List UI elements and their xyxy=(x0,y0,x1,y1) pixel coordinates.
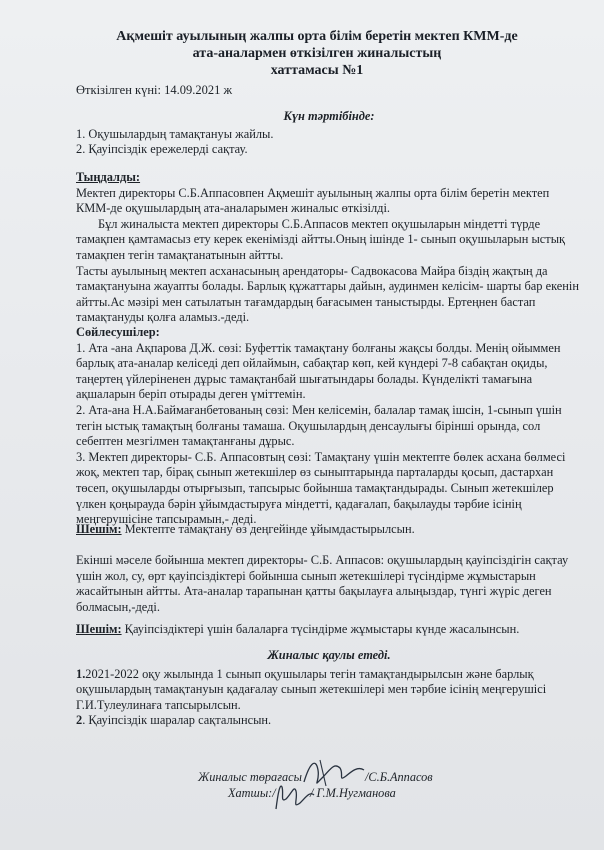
resolution-heading: Жиналыс қаулы етеді. xyxy=(267,648,391,662)
second-issue-text: Екінші мәселе бойынша мектеп директоры- С.Б. Аппасов: оқушылардың қауіпсіздігін сақтау үшін жол, су, өрт қауіпсіздіктері бойынша сынып жетекшілері түсіндірме жұмыстарын жасайтынын айтты. Ата-аналар тарапынан қатты бақылауға алыңыздар, түнгі жүріс деген болмасын,-деді. xyxy=(76,553,569,614)
resolution-item: 1.2021-2022 оқу жылында 1 сынып оқушылары тегін тамақтандырылсын және барлық оқушылардың тамақтануын қадағалау сынып жетекшілері мен тәрбие ісінің меңгерушісі Г.И.Тулеулинаға тапсырылсын. xyxy=(76,666,547,712)
second-issue xyxy=(76,553,582,615)
listened-heading: Тыңдалды: xyxy=(76,170,141,184)
speaker-paragraph: 3. Мектеп директоры- С.Б. Аппасовтың сөзі: Тамақтану үшін мектепте бөлек асхана бөлмесі жоқ, мектеп тар, бірақ сынып жетекшілер өз сыныптарында парталарды қосып, дастархан төсеп, оқушыларды отырғызып, тапсырыс бойынша тамақтандырады. Сынып жетекшілер үлкен қоңырауда бәрін ұйымдастыруға міндетті, қадағалап, бақылауды тәрбие ісінің меңгерушісіне тапсырамын,- деді. xyxy=(76,449,566,527)
decision-text: Мектепте тамақтану өз деңгейінде ұйымдастырылсын. xyxy=(121,522,415,536)
listened-paragraph: Тасты ауылының мектеп асханасының арендаторы- Садвокасова Майра біздің жақтың да тамақтануына жауапты болады. Барлық құжаттары дайын, аудинмен келісім- шарты бар екенін айтты.Ас мәзірі мен сатылатын тағамдардың бағасымен таныстырды. Ертеңнен бастап тамақтануды қолға аламыз.-деді. xyxy=(76,263,579,325)
decision-label: Шешім: xyxy=(76,622,122,636)
title-line-3: хаттамасы №1 xyxy=(270,63,364,78)
agenda-heading: Күн тәртібінде: xyxy=(283,109,375,123)
chair-label: Жиналыс төрағасы xyxy=(198,770,302,784)
agenda-item: 2. Қауіпсіздік ережелерді сақтау. xyxy=(76,142,248,157)
listened-paragraph: Мектеп директоры С.Б.Аппасовпен Ақмешіт ауылының жалпы орта білім беретін мектеп КММ-де оқушылардың ата-аналарымен жиналыс өткізілді. xyxy=(76,185,550,216)
agenda-section xyxy=(76,109,582,158)
speaker-paragraph: 2. Ата-ана Н.А.Баймағанбетованың сөзі: Мен келісемін, балалар тамақ ішсін, 1-сынып үшін тегін ыстық тамақтың болғаны тамаша. Оқушылардың денсаулығы бірінші орында, сол себептен мезгілмен тамақтанғаны дұрыс. xyxy=(76,402,562,449)
agenda-item: 1. Оқушылардың тамақтануы жайлы. xyxy=(76,126,274,141)
secretary-name: / Г.М.Нугманова xyxy=(310,786,396,800)
chair-name: /С.Б.Аппасов xyxy=(365,770,433,784)
resolution-section xyxy=(76,648,582,729)
decision-label: Шешім: xyxy=(76,522,122,536)
title-line-2: ата-аналармен өткізілген жиналыстың xyxy=(192,46,442,61)
decision-2 xyxy=(76,622,582,638)
speakers-heading: Сөйлесушілер: xyxy=(76,325,160,339)
secretary-label: Хатшы:/ xyxy=(228,786,276,800)
listened-section xyxy=(76,170,582,326)
decision-1 xyxy=(76,522,582,538)
meeting-date: Өткізілген күні: 14.09.2021 ж xyxy=(76,83,233,97)
title-line-1: Ақмешіт ауылының жалпы орта білім беретін мектеп КММ-де xyxy=(116,29,518,44)
speaker-paragraph: 1. Ата -ана Ақпарова Д.Ж. сөзі: Буфеттік тамақтану болғаны жақсы болды. Менің ойыммен барлық ата-аналар келіседі деп ойлаймын, сабақтар көп, кей күндері 7-8 сабақтан оқиды, таңертең үйлеріненен дұрыс тамақтанбай шығатындары болады. Күнделікті тамағына ақшаларын беріп отырады деген үміттемін. xyxy=(76,340,561,402)
document-title xyxy=(40,28,594,79)
decision-text: Қауіпсіздіктері үшін балаларға түсіндірме жұмыстары күнде жасалынсын. xyxy=(121,622,520,636)
listened-paragraph: Бұл жиналыста мектеп директоры С.Б.Аппасов мектеп оқушыларын міндетті түрде тамақпен қамтамасыз ету керек екенімізді айтты.Оның ішінде 1- сынып оқушыларын ыстық тамақпен тегін тамақтанатынын айтты. xyxy=(76,216,566,262)
resolution-item: 2. Қауіпсіздік шаралар сақталынсын. xyxy=(76,713,272,728)
speakers-section xyxy=(76,325,582,528)
